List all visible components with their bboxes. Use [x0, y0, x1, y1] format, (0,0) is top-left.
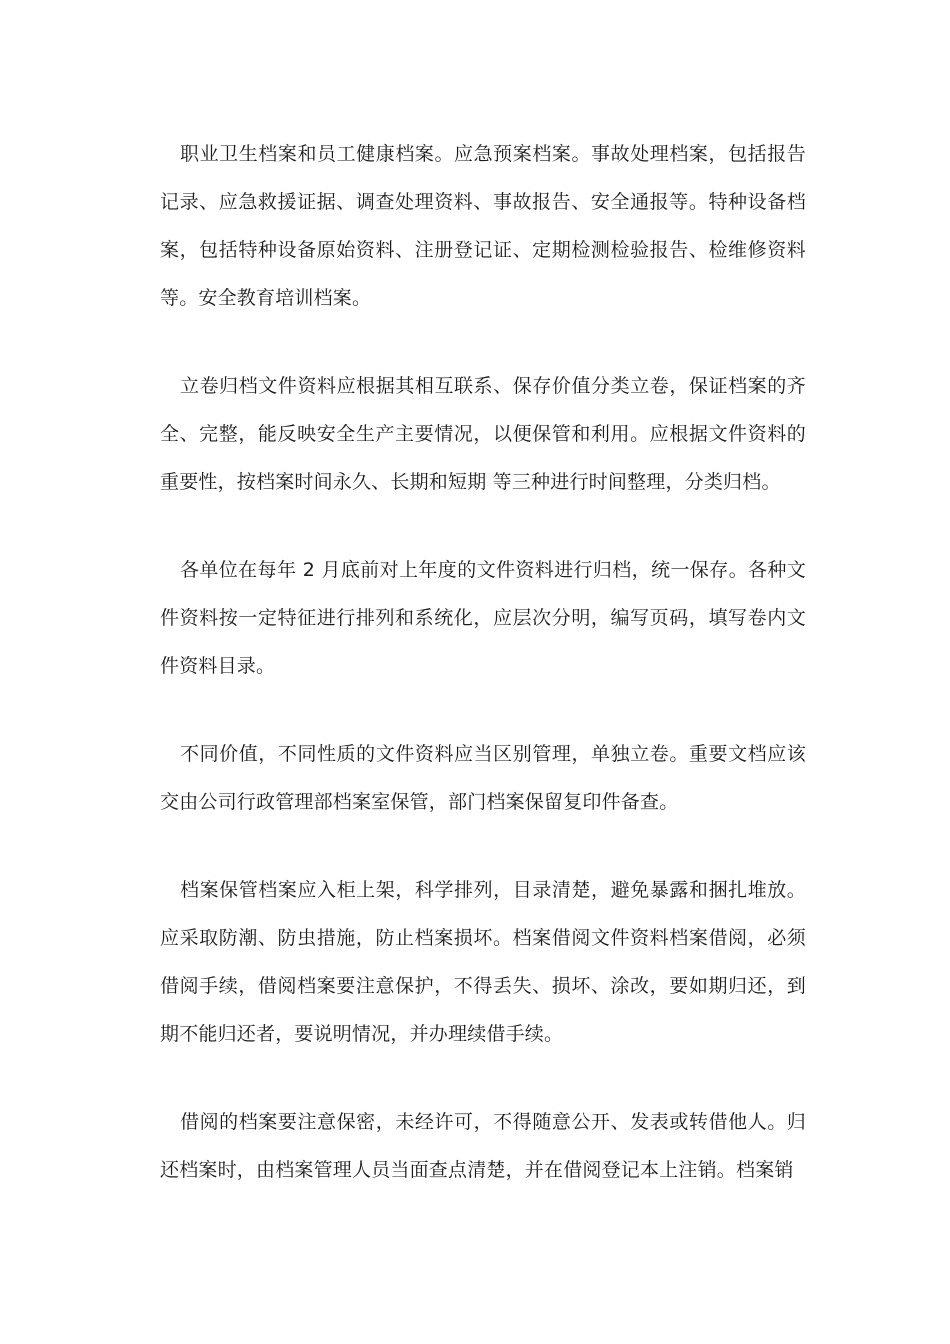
paragraph-archive-storage-borrowing: 档案保管档案应入柜上架，科学排列，目录清楚，避免暴露和捆扎堆放。应采取防潮、防虫措施，防止档案损坏。档案借阅文件资料档案借阅，必须借阅手续，借阅档案要注意保护，不得丢失、损坏、涂改，要如期归还，到期不能归还者，要说明情况，并办理续借手续。	[160, 879, 806, 1045]
paragraph-occupational-health-archives: 职业卫生档案和员工健康档案。应急预案档案。事故处理档案，包括报告记录、应急救援证据、调查处理资料、事故报告、安全通报等。特种设备档案，包括特种设备原始资料、注册登记证、定期检测检验报告、检维修资料等。安全教育培训档案。	[160, 143, 806, 309]
paragraph-separate-management: 不同价值，不同性质的文件资料应当区别管理，单独立卷。重要文档应该交由公司行政管理部档案室保管，部门档案保留复印件备查。	[160, 743, 806, 813]
paragraph-annual-archiving: 各单位在每年 2 月底前对上年度的文件资料进行归档，统一保存。各种文件资料按一定特征进行排列和系统化，应层次分明，编写页码，填写卷内文件资料目录。	[160, 559, 806, 677]
paragraph-filing-classification: 立卷归档文件资料应根据其相互联系、保存价值分类立卷，保证档案的齐全、完整，能反映安全生产主要情况，以便保管和利用。应根据文件资料的重要性，按档案时间永久、长期和短期 等三种进行时间整理，分类归档。	[160, 375, 806, 493]
paragraph-borrowing-confidentiality: 借阅的档案要注意保密，未经许可，不得随意公开、发表或转借他人。归还档案时，由档案管理人员当面查点清楚，并在借阅登记本上注销。档案销	[160, 1111, 806, 1181]
document-body	[160, 130, 806, 1234]
